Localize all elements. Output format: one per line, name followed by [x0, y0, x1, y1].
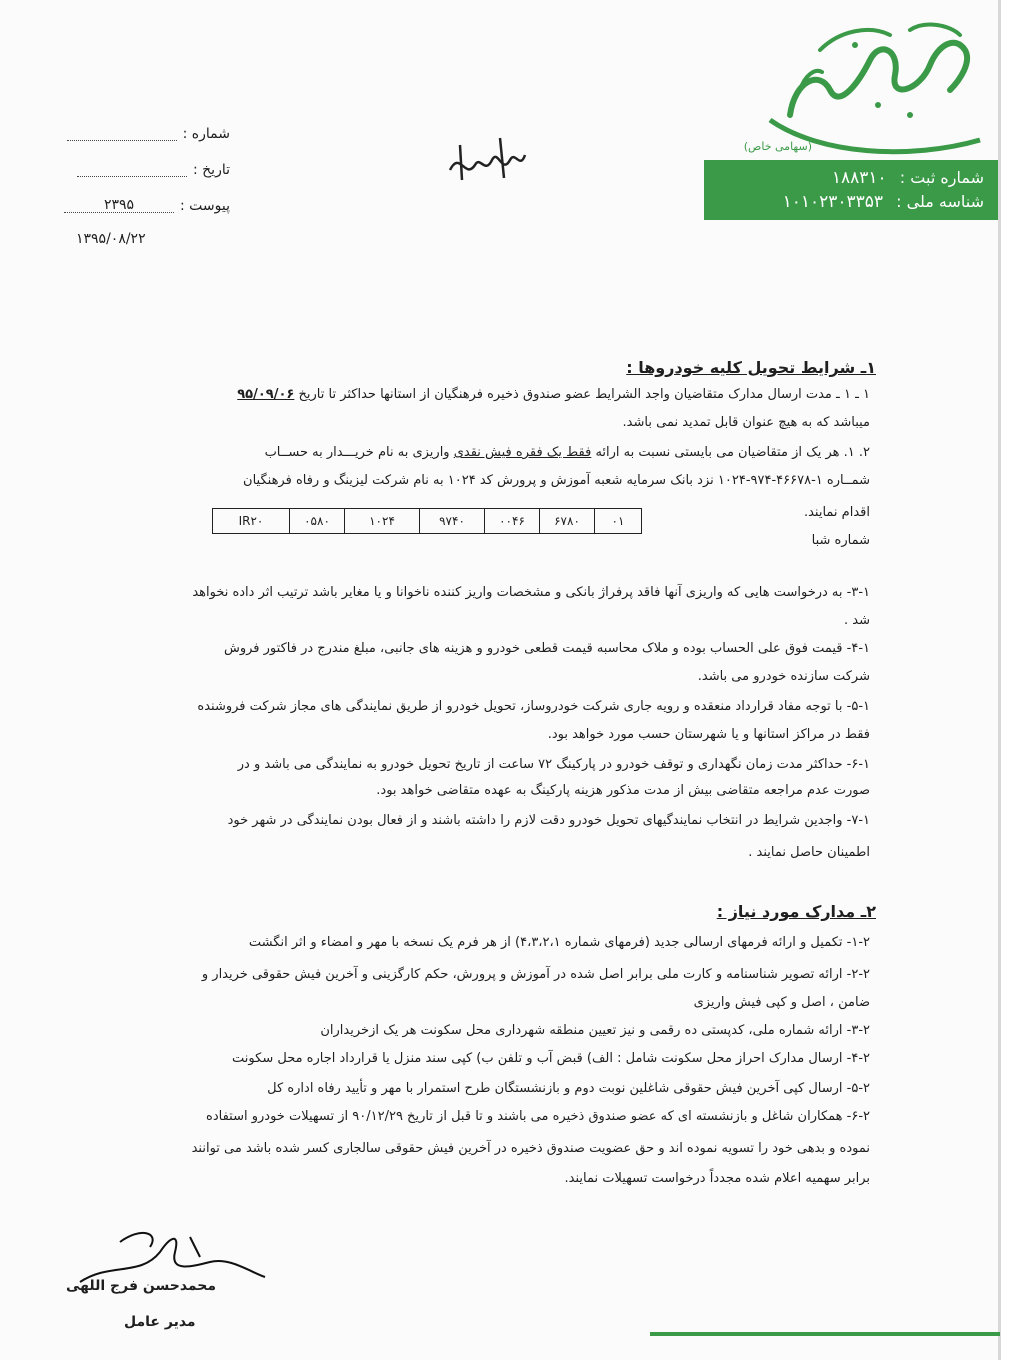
section1-item6-line1: ۶-۱- حداکثر مدت زمان نگهداری و توقف خودرو در پارکینگ ۷۲ ساعت از تاریخ تحویل خودرو به نمایندگی می باشد و در	[237, 757, 870, 772]
reg-number-label: شماره ثبت :	[899, 168, 984, 187]
sheba-table	[212, 508, 642, 534]
number-field	[20, 126, 230, 148]
section1-title: ۱ـ شرایط تحویل کلیه خودروها :	[626, 358, 876, 377]
section1-item3-line2: شد .	[844, 613, 870, 628]
single-receipt-emphasis: فقط یک فقره فیش نقدی	[453, 445, 592, 460]
signatory-title: مدیر عامل	[124, 1314, 196, 1330]
sheba-cell: ۶۷۸۰	[540, 509, 595, 534]
sheba-cell: ۱۰۲۴	[345, 509, 420, 534]
number-label: شماره :	[182, 126, 230, 142]
sheba-cell: IR۲۰	[213, 509, 290, 534]
section1-item1-line2: میباشد که به هیچ عنوان قابل تمدید نمی باشد.	[622, 415, 870, 430]
sheba-cell: ۰۵۸۰	[290, 509, 345, 534]
section2-title: ۲ـ مدارک مورد نیاز :	[716, 902, 876, 921]
section2-item2-line1: ۲-۲- ارائه تصویر شناسنامه و کارت ملی برابر اصل شده در آموزش و پرورش، حکم کارگزینی و آخرین فیش حقوقی خریدار و	[201, 967, 870, 982]
section1-item2-line3: اقدام نمایند.	[803, 505, 870, 520]
section2-item4: ۴-۲- ارسال مدارک احراز محل سکونت شامل : الف) قبض آب و تلفن ب) کپی سند منزل یا قرارداد اجاره محل سکونت	[232, 1051, 870, 1066]
section1-item3-line1: ۳-۱- به درخواست هایی که واریزی آنها فاقد پرفراژ بانکی و مشخصات واریز کننده ناخوانا و یا مغایر باشد ترتیب اثر داده نخواهد	[192, 585, 870, 600]
company-logo	[743, 20, 990, 160]
section1-item5-line1: ۵-۱- با توجه مفاد قرارداد منعقده و رویه جاری شرکت خودروساز، تحویل خودرو از طریق نمایندگی های مجاز شرکت فروشنده	[197, 699, 870, 714]
section2-item6-line1: ۶-۲- همکاران شاغل و بازنشسته ای که عضو صندوق ذخیره می باشند و تا قبل از تاریخ ۹۰/۱۲/۲۹ از تسهیلات خودرو استفاده	[206, 1109, 870, 1124]
date-field	[20, 162, 230, 184]
bismillah-calligraphy	[440, 130, 530, 190]
date-value	[77, 162, 187, 177]
section1-item5-line2: فقط در مراکز استانها و یا شهرستان حسب مورد خواهد بود.	[547, 727, 870, 742]
registration-box	[704, 160, 998, 220]
sheba-row	[213, 509, 642, 534]
section1-item6-line2: صورت عدم مراجعه متقاضی بیش از مدت مذکور هزینه پارکینگ به عهده متقاضی خواهد بود.	[376, 783, 870, 798]
sheba-cell: ۰۰۴۶	[485, 509, 540, 534]
deadline-date: ۹۵/۰۹/۰۶	[237, 387, 295, 402]
section1-item7-line1: ۷-۱- واجدین شرایط در انتخاب نمایندگیهای تحویل خودرو دقت لازم را داشته باشند و از فعال بودن نمایندگی در شهر خود	[227, 813, 870, 828]
national-id-row	[704, 190, 984, 214]
sheba-cell: ۹۷۴۰	[420, 509, 485, 534]
attachment-field	[20, 198, 230, 220]
logo-subtitle: (سهامی خاص)	[743, 140, 812, 153]
section2-item3: ۳-۲- ارائه شماره ملی، کدپستی ده رقمی و نیز تعیین منطقه شهرداری محل سکونت هر یک ازخریداران	[320, 1023, 870, 1038]
section2-item6-line2: نموده و بدهی خود را تسویه نموده اند و حق عضویت صندوق ذخیره در آخرین فیش حقوقی سالجاری کسر شده باشد می توانند	[191, 1141, 870, 1156]
section2-item2-line2: ضامن ، اصل و کپی فیش واریزی	[693, 995, 870, 1010]
page-edge	[998, 0, 1001, 1360]
attachment-label: پیوست :	[180, 198, 230, 214]
section1-item4-line2: شرکت سازنده خودرو می باشد.	[697, 669, 870, 684]
attachment-value: ۲۳۹۵	[64, 198, 174, 213]
national-id-label: شناسه ملی :	[896, 192, 984, 211]
section1-item1-line1: ۱ ـ ۱ ـ مدت ارسال مدارک متقاضیان واجد الشرایط عضو صندوق ذخیره فرهنگیان از استانها حداکثر تا تاریخ ۹۵/۰۹/۰۶	[237, 387, 870, 402]
reg-number-row	[704, 166, 984, 190]
section2-item5: ۵-۲- ارسال کپی آخرین فیش حقوقی شاغلین نوبت دوم و بازنشستگان طرح استمرار با مهر و تأیید رفاه اداره کل	[267, 1081, 870, 1096]
section1-item4-line1: ۴-۱- قیمت فوق علی الحساب بوده و ملاک محاسبه قیمت قطعی خودرو و هزینه های جانبی، مبلغ مندرج در فاکتور فروش	[223, 641, 870, 656]
section1-item7-line2: اطمینان حاصل نمایند .	[748, 845, 870, 860]
footer-green-line	[650, 1332, 1000, 1336]
section1-item2-line1: ۲. ۱. هر یک از متقاضیان می بایستی نسبت به ارائه فقط یک فقره فیش نقدی واریزی به نام خریـــدار به حســاب	[264, 445, 870, 460]
sheba-label: شماره شبا	[811, 533, 870, 548]
national-id-value: ۱۰۱۰۲۳۰۳۳۵۳	[782, 192, 884, 212]
date-label: تاریخ :	[192, 162, 230, 178]
number-value	[67, 126, 177, 141]
section2-item1: ۱-۲- تکمیل و ارائه فرمهای ارسالی جدید (فرمهای شماره ۴،۳،۲،۱) از هر فرم یک نسخه با مهر و امضاء و اثر انگشت	[248, 935, 870, 950]
signatory-name: محمدحسن فرج اللهی	[66, 1278, 217, 1294]
section2-item6-line3: برابر سهمیه اعلام شده مجدداً درخواست تسهیلات نمایند.	[564, 1171, 870, 1186]
sheba-cell: ۰۱	[595, 509, 642, 534]
section1-item2-line2: شمــاره ۱-۴۶۶۷۸-۹۷۴-۱۰۲۴ نزد بانک سرمایه شعبه آموزش و پرورش کد ۱۰۲۴ به نام شرکت لیزینگ و رفاه فرهنگیان	[243, 473, 870, 488]
date-stamp: ۱۳۹۵/۰۸/۲۲	[76, 231, 146, 247]
reg-number-value: ۱۸۸۳۱۰	[831, 168, 887, 188]
